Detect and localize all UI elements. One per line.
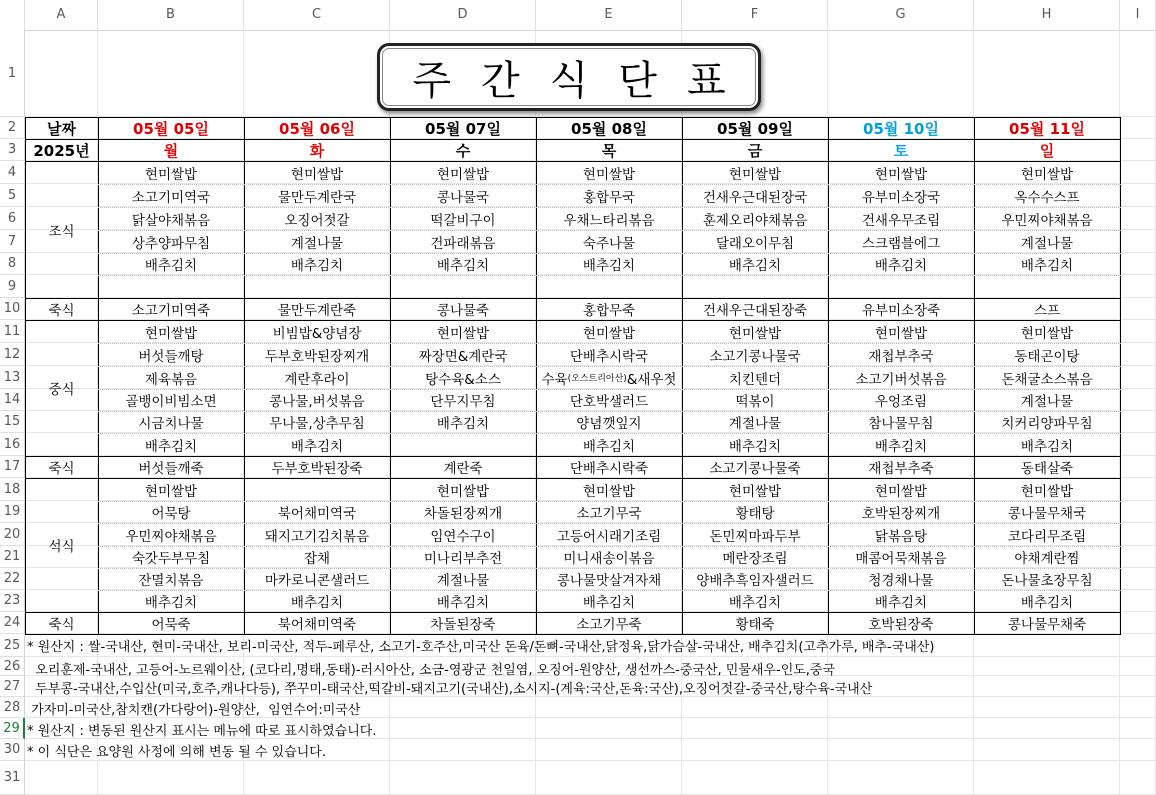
row-header-2[interactable]: 2	[0, 117, 25, 139]
row-header-7[interactable]: 7	[0, 230, 25, 253]
menu-cell[interactable]: 계란후라이	[284, 371, 350, 388]
menu-cell[interactable]: 고등어시래기조림	[556, 528, 662, 545]
row-header-1[interactable]: 1	[0, 30, 25, 117]
row-header-6[interactable]: 6	[0, 207, 25, 230]
weekday-cell[interactable]: 화	[309, 141, 325, 160]
menu-cell[interactable]: 배추김치	[144, 258, 198, 274]
row-header-22[interactable]: 22	[0, 568, 25, 590]
menu-cell[interactable]	[536, 366, 682, 389]
menu-cell[interactable]: 호박된장찌개	[861, 506, 941, 522]
menu-cell[interactable]: 참나물무침	[868, 416, 934, 432]
menu-cell[interactable]: 현미쌀밥	[1020, 166, 1074, 183]
menu-cell[interactable]: 단배추시락죽	[569, 461, 649, 477]
row-header-5[interactable]: 5	[0, 184, 25, 207]
menu-cell[interactable]: 버섯들깨탕	[138, 348, 204, 365]
menu-cell[interactable]: 현미쌀밥	[1020, 483, 1074, 500]
menu-cell[interactable]: 소고기콩나물죽	[709, 461, 801, 477]
menu-cell[interactable]: 야채계란찜	[1014, 551, 1080, 567]
menu-cell[interactable]: 양배추흑임자샐러드	[696, 573, 814, 589]
weekday-cell[interactable]: 월	[163, 141, 179, 160]
menu-cell[interactable]: 배추김치	[290, 595, 344, 611]
row-header-17[interactable]: 17	[0, 456, 25, 478]
menu-cell[interactable]: 돼지고기김치볶음	[264, 528, 370, 545]
menu-cell[interactable]: 배추김치	[1020, 438, 1074, 455]
menu-cell[interactable]: 메란장조림	[722, 551, 788, 567]
menu-cell[interactable]: 현미쌀밥	[582, 483, 636, 500]
gridline-horizontal	[25, 656, 1156, 657]
menu-cell[interactable]: 소고기미역죽	[131, 303, 211, 319]
menu-cell[interactable]: 소고기버섯볶음	[855, 371, 947, 388]
year-label-cell[interactable]: 2025년	[33, 141, 90, 160]
menu-cell[interactable]: 단호박샐러드	[569, 394, 649, 410]
table-border-horizontal	[25, 634, 1121, 635]
menu-cell[interactable]: 배추김치	[144, 595, 198, 611]
row-header-25[interactable]: 25	[0, 634, 25, 657]
menu-cell[interactable]: 비빔밥&양념장	[272, 325, 362, 342]
menu-cell[interactable]: 현미쌀밥	[436, 483, 490, 500]
footnote-line[interactable]: * 원산지 : 변동된 원산지 표시는 메뉴에 따로 표시하였습니다.	[27, 724, 377, 739]
menu-cell[interactable]: 배추김치	[582, 438, 636, 455]
menu-cell[interactable]: 단배추시락국	[569, 348, 649, 365]
menu-cell[interactable]: 잡채	[303, 551, 331, 567]
row-header-12[interactable]: 12	[0, 343, 25, 366]
menu-cell[interactable]: 콩나물국	[436, 189, 490, 206]
special-menu-origin: (오스트리아산)	[567, 374, 627, 384]
menu-cell[interactable]: 배추김치	[1020, 258, 1074, 274]
date-cell[interactable]: 05월 07일	[425, 119, 501, 138]
menu-cell[interactable]: 배추김치	[1020, 595, 1074, 611]
menu-cell[interactable]: 숙주나물	[582, 235, 636, 252]
menu-cell[interactable]: 숙갓두부무침	[131, 551, 211, 567]
menu-cell[interactable]: 배추김치	[436, 416, 490, 432]
menu-cell[interactable]: 배추김치	[874, 438, 928, 455]
row-header-3[interactable]: 3	[0, 139, 25, 161]
menu-cell[interactable]: 닭살야채볶음	[131, 212, 211, 229]
menu-cell[interactable]: 현미쌀밥	[290, 166, 344, 183]
menu-cell[interactable]: 황태죽	[735, 617, 775, 633]
menu-cell[interactable]: 현미쌀밥	[728, 325, 782, 342]
menu-cell[interactable]: 물만두계란국	[277, 189, 357, 206]
menu-cell[interactable]: 계란죽	[443, 461, 483, 477]
menu-cell[interactable]: 배추김치	[436, 258, 490, 274]
menu-cell[interactable]: 현미쌀밥	[144, 483, 198, 500]
menu-cell[interactable]: 짜장면&계란국	[418, 348, 508, 365]
menu-cell[interactable]: 배추김치	[290, 258, 344, 274]
section-label-porridge[interactable]: 죽식	[48, 617, 75, 633]
footnote-line[interactable]: * 이 식단은 요양원 사정에 의해 변동 될 수 있습니다.	[27, 745, 326, 760]
row-header-28[interactable]: 28	[0, 697, 25, 718]
menu-cell[interactable]: 계절나물	[290, 235, 344, 252]
menu-cell[interactable]: 현미쌀밥	[144, 325, 198, 342]
menu-cell[interactable]: 떡갈비구이	[430, 212, 496, 229]
menu-cell[interactable]: 유부미소장국	[861, 189, 941, 206]
menu-cell[interactable]: 배추김치	[874, 595, 928, 611]
menu-cell[interactable]: 배추김치	[582, 595, 636, 611]
special-menu-main: 수육	[541, 371, 568, 388]
menu-cell[interactable]: 미나리부추전	[423, 551, 503, 567]
menu-cell[interactable]: 유부미소장죽	[861, 303, 941, 319]
menu-cell[interactable]: 우엉조림	[874, 394, 928, 410]
menu-cell[interactable]: 콩나물무채국	[1007, 506, 1087, 522]
menu-cell[interactable]: 현미쌀밥	[728, 483, 782, 500]
menu-cell[interactable]: 우민찌야채볶음	[125, 528, 217, 545]
menu-cell[interactable]: 배추김치	[728, 595, 782, 611]
menu-cell[interactable]: 두부호박된장죽	[271, 461, 363, 477]
weekday-cell[interactable]: 목	[601, 141, 617, 160]
table-border-horizontal	[98, 275, 1121, 276]
section-label-porridge[interactable]: 죽식	[48, 303, 75, 319]
gridline-horizontal	[25, 760, 1156, 761]
menu-cell[interactable]: 콩나물,버섯볶음	[269, 394, 365, 410]
menu-cell[interactable]: 시금치나물	[138, 416, 204, 432]
date-cell[interactable]: 05월 08일	[571, 119, 647, 138]
menu-cell[interactable]: 제육볶음	[144, 371, 198, 388]
menu-cell[interactable]: 북어채미역죽	[277, 617, 357, 633]
menu-cell[interactable]: 매콤어묵채볶음	[855, 551, 947, 567]
menu-cell[interactable]: 차돌된장찌개	[423, 506, 503, 522]
menu-cell[interactable]: 단무지무침	[430, 394, 496, 410]
menu-cell[interactable]: 콩나물맛살겨자채	[556, 573, 662, 589]
menu-cell[interactable]: 잔멸치볶음	[138, 573, 204, 589]
row-header-29[interactable]: 29	[0, 718, 25, 739]
menu-cell[interactable]: 동태곤이탕	[1014, 348, 1080, 365]
menu-cell[interactable]: 현미쌀밥	[728, 166, 782, 183]
menu-cell[interactable]: 스프	[1033, 303, 1061, 319]
menu-cell[interactable]: 어묵탕	[151, 506, 191, 522]
menu-cell[interactable]: 현미쌀밥	[874, 166, 928, 183]
row-header-8[interactable]: 8	[0, 253, 25, 275]
menu-cell[interactable]: 우민찌야채볶음	[1001, 212, 1093, 229]
column-header-b[interactable]: B	[98, 0, 244, 30]
menu-cell[interactable]: 현미쌀밥	[582, 166, 636, 183]
menu-cell[interactable]: 홍합무죽	[582, 303, 636, 319]
menu-cell[interactable]: 배추김치	[728, 438, 782, 455]
menu-cell[interactable]: 배추김치	[290, 438, 344, 455]
menu-cell[interactable]: 떡볶이	[735, 394, 775, 410]
menu-cell[interactable]: 치커리양파무침	[1001, 416, 1093, 432]
menu-cell[interactable]: 두부호박된장찌개	[264, 348, 370, 365]
menu-cell[interactable]: 골뱅이비빔소면	[125, 394, 217, 410]
menu-cell[interactable]: 차돌된장죽	[430, 617, 496, 633]
page-title: 주간식단표	[377, 43, 761, 111]
row-header-30[interactable]: 30	[0, 739, 25, 761]
section-label-lunch[interactable]: 중식	[48, 382, 75, 398]
date-cell[interactable]: 05월 11일	[1009, 119, 1085, 138]
row-header-27[interactable]: 27	[0, 676, 25, 697]
menu-cell[interactable]: 배추김치	[144, 438, 198, 455]
menu-cell[interactable]: 홍합무국	[582, 189, 636, 206]
section-label-porridge[interactable]: 죽식	[48, 461, 75, 477]
menu-cell[interactable]: 마카로니콘샐러드	[264, 573, 370, 589]
menu-cell[interactable]: 양념깻잎지	[576, 416, 642, 432]
row-header-23[interactable]: 23	[0, 590, 25, 612]
menu-cell[interactable]: 소고기무죽	[576, 617, 642, 633]
date-cell[interactable]: 05월 10일	[863, 119, 939, 138]
row-header-14[interactable]: 14	[0, 389, 25, 411]
menu-cell[interactable]: 계절나물	[1020, 235, 1074, 252]
column-header-d[interactable]: D	[390, 0, 536, 30]
row-header-11[interactable]: 11	[0, 320, 25, 343]
menu-cell[interactable]: 달래오이무침	[715, 235, 795, 252]
menu-cell[interactable]: 배추김치	[874, 258, 928, 274]
menu-cell[interactable]: 어묵죽	[151, 617, 191, 633]
menu-cell[interactable]: 건새우무조림	[861, 212, 941, 229]
menu-cell[interactable]: 재첩부추죽	[868, 461, 934, 477]
menu-cell[interactable]: 버섯들깨죽	[138, 461, 204, 477]
table-border-vertical	[1120, 117, 1121, 634]
menu-cell[interactable]: 계절나물	[436, 573, 490, 589]
footnote-line[interactable]: 두부콩-국내산,수입산(미국,호주,캐나다등), 쭈꾸미-태국산,떡갈비-돼지고기(국내산),소시지-(계육:국산,돈육:국산),오징어젓갈-중국산,탕수육-국내산	[27, 682, 873, 697]
menu-cell[interactable]: 동태살죽	[1020, 461, 1074, 477]
menu-cell[interactable]: 훈제오리야채볶음	[702, 212, 808, 229]
menu-cell[interactable]: 계절나물	[1020, 394, 1074, 410]
row-header-16[interactable]: 16	[0, 433, 25, 456]
menu-cell[interactable]: 닭볶음탕	[874, 528, 928, 545]
row-header-20[interactable]: 20	[0, 523, 25, 546]
menu-cell[interactable]: 콩나물죽	[436, 303, 490, 319]
menu-cell[interactable]: 코다리무조림	[1007, 528, 1087, 545]
date-cell[interactable]: 05월 06일	[279, 119, 355, 138]
row-header-4[interactable]: 4	[0, 161, 25, 184]
menu-cell[interactable]: 스크램블에그	[861, 235, 941, 252]
menu-cell[interactable]: 미니새송이볶음	[563, 551, 655, 567]
menu-cell[interactable]: 현미쌀밥	[582, 325, 636, 342]
select-all-corner[interactable]	[0, 0, 25, 30]
date-cell[interactable]: 05월 09일	[717, 119, 793, 138]
row-header-31[interactable]: 31	[0, 761, 25, 795]
section-label-dinner[interactable]: 석식	[48, 539, 75, 555]
menu-cell[interactable]: 소고기콩나물국	[709, 348, 801, 365]
row-header-13[interactable]: 13	[0, 366, 25, 389]
column-header-a[interactable]: A	[25, 0, 98, 30]
menu-cell[interactable]: 돈민찌마파두부	[709, 528, 801, 545]
menu-cell[interactable]: 치킨텐더	[728, 371, 782, 388]
weekday-cell[interactable]: 금	[747, 141, 763, 160]
menu-cell[interactable]: 재첩부추국	[868, 348, 934, 365]
menu-cell[interactable]: 건새우근대된장국	[702, 189, 808, 206]
footnote-line[interactable]: * 원산지 : 쌀-국내산, 현미-국내산, 보리-미국산, 적두-페루산, 소고기-호주산,미국산 돈육/돈뼈-국내산,닭정육,닭가슴살-국내산, 배추김치(고추가루, 배추-국내산)	[27, 640, 935, 655]
date-label-cell[interactable]: 날짜	[47, 119, 76, 138]
menu-cell[interactable]: 건파래볶음	[430, 235, 496, 252]
menu-cell[interactable]: 현미쌀밥	[436, 325, 490, 342]
menu-cell[interactable]: 오징어젓갈	[284, 212, 350, 229]
menu-cell[interactable]: 임연수구이	[430, 528, 496, 545]
menu-cell[interactable]: 탕수육&소스	[425, 371, 501, 388]
menu-cell[interactable]: 황태탕	[735, 506, 775, 522]
row-header-21[interactable]: 21	[0, 546, 25, 568]
row-header-10[interactable]: 10	[0, 298, 25, 320]
menu-cell[interactable]: 콩나물무채죽	[1007, 617, 1087, 633]
menu-cell[interactable]: 우채느타리볶음	[563, 212, 655, 229]
footnote-line[interactable]: 가자미-미국산,참치캔(가다랑어)-원양산, 임연수어:미국산	[27, 703, 361, 718]
weekday-cell[interactable]: 수	[455, 141, 471, 160]
row-header-9[interactable]: 9	[0, 275, 25, 298]
menu-cell[interactable]: 무나물,상추무침	[269, 416, 365, 432]
date-cell[interactable]: 05월 05일	[133, 119, 209, 138]
column-header-f[interactable]: F	[682, 0, 828, 30]
weekday-cell[interactable]: 토	[893, 141, 909, 160]
weekday-cell[interactable]: 일	[1039, 141, 1055, 160]
column-header-h[interactable]: H	[974, 0, 1120, 30]
row-header-15[interactable]: 15	[0, 411, 25, 433]
menu-cell[interactable]: 청경채나물	[868, 573, 934, 589]
menu-cell[interactable]: 옥수수스프	[1014, 189, 1080, 206]
menu-cell[interactable]: 현미쌀밥	[436, 166, 490, 183]
menu-cell[interactable]: 돈나물초장무침	[1001, 573, 1093, 589]
menu-cell[interactable]: 상추양파무침	[131, 235, 211, 252]
column-header-g[interactable]: G	[828, 0, 974, 30]
row-header-19[interactable]: 19	[0, 501, 25, 523]
menu-cell[interactable]: 현미쌀밥	[874, 483, 928, 500]
menu-cell[interactable]: 배추김치	[582, 258, 636, 274]
column-header-c[interactable]: C	[244, 0, 390, 30]
menu-cell[interactable]: 물만두계란죽	[277, 303, 357, 319]
column-header-i[interactable]: I	[1120, 0, 1156, 30]
section-label-breakfast[interactable]: 조식	[48, 223, 75, 240]
menu-cell[interactable]: 호박된장죽	[868, 617, 934, 633]
footnote-line[interactable]: 오리훈제-국내산, 고등어-노르웨이산, (코다리,명태,동태)-러시아산, 소금-영광군 천일염, 오징어-원양산, 생선까스-중국산, 민물새우-인도,중국	[27, 663, 836, 678]
column-header-e[interactable]: E	[536, 0, 682, 30]
row-header-24[interactable]: 24	[0, 612, 25, 634]
menu-cell[interactable]: 건새우근대된장죽	[702, 303, 808, 319]
menu-cell[interactable]: 현미쌀밥	[144, 166, 198, 183]
menu-cell[interactable]: 소고기미역국	[131, 189, 211, 206]
menu-cell[interactable]: 현미쌀밥	[1020, 325, 1074, 342]
menu-cell[interactable]: 소고기무국	[576, 506, 642, 522]
menu-cell[interactable]: 배추김치	[728, 258, 782, 274]
row-header-26[interactable]: 26	[0, 657, 25, 676]
special-menu-tail: &새우젓	[626, 371, 677, 388]
menu-cell[interactable]: 돈채굴소스볶음	[1001, 371, 1093, 388]
row-header-18[interactable]: 18	[0, 478, 25, 501]
menu-cell[interactable]: 계절나물	[728, 416, 782, 432]
menu-cell[interactable]: 배추김치	[436, 595, 490, 611]
menu-cell[interactable]: 현미쌀밥	[874, 325, 928, 342]
menu-cell[interactable]: 북어채미역국	[277, 506, 357, 522]
